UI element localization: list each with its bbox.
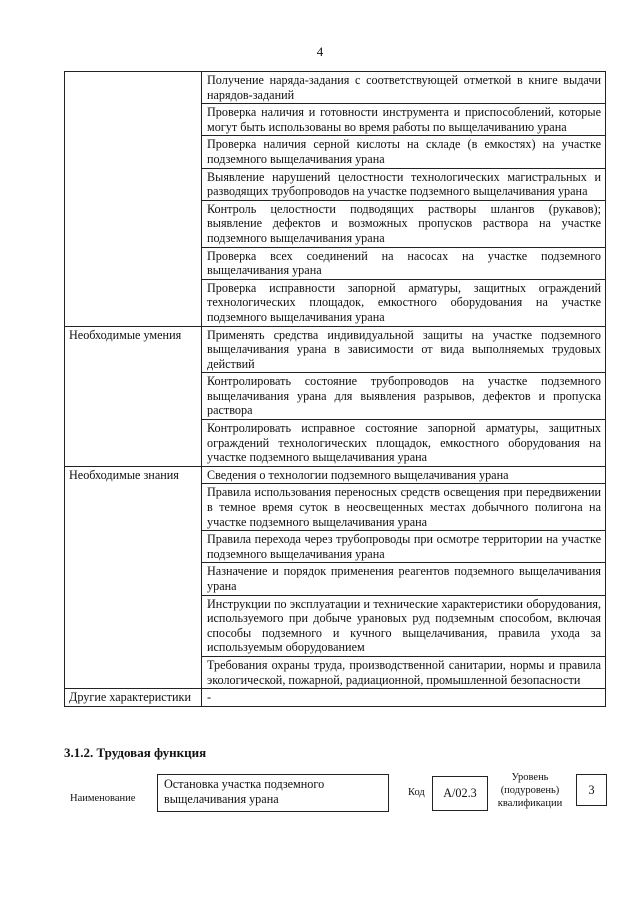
level-field: 3 <box>576 774 607 806</box>
action-item: Контроль целостности подводящих растворы шлангов (рукавов); выявление дефектов и возможных пропусков раствора на участке подземного выщелачивания урана <box>202 200 606 247</box>
action-item: Проверка всех соединений на насосах на участке подземного выщелачивания урана <box>202 247 606 279</box>
skill-item: Контролировать исправное состояние запорной арматуры, защитных ограждений технологических площадок, емкостного оборудования на участке подземного выщелачивания урана <box>202 420 606 467</box>
other-characteristics-label: Другие характеристики <box>65 689 202 707</box>
name-label: Наименование <box>70 793 136 804</box>
knowledge-item: Назначение и порядок применения реагентов подземного выщелачивания урана <box>202 563 606 595</box>
action-item: Проверка наличия и готовности инструмента и приспособлений, которые могут быть использованы во время работы по выщелачиванию урана <box>202 104 606 136</box>
action-item: Проверка исправности запорной арматуры, защитных ограждений технологических площадок, емкостного оборудования на участке подземного выщелачивания урана <box>202 279 606 326</box>
knowledge-item: Требования охраны труда, производственной санитарии, нормы и правила экологической, пожарной, радиационной, промышленной безопасности <box>202 656 606 688</box>
knowledge-item: Инструкции по эксплуатации и технические характеристики оборудования, используемого при добыче урановых руд подземным способом, включая способы подземного и кучного выщелачивания, правила ухода за используемым оборудованием <box>202 595 606 656</box>
skill-item: Применять средства индивидуальной защиты на участке подземного выщелачивания урана в зависимости от вида выполняемых трудовых действий <box>202 326 606 373</box>
level-label: Уровень (подуровень) квалификации <box>497 772 563 809</box>
section-title: 3.1.2. Трудовая функция <box>64 745 207 760</box>
function-name-field: Остановка участка подземного выщелачивания урана <box>157 774 389 812</box>
table-row <box>65 466 606 484</box>
action-item: Получение наряда-задания с соответствующей отметкой в книге выдачи нарядов-заданий <box>202 72 606 104</box>
action-item: Проверка наличия серной кислоты на складе (в емкостях) на участке подземного выщелачивания урана <box>202 136 606 168</box>
table-row <box>65 326 606 373</box>
skills-label: Необходимые умения <box>65 326 202 466</box>
knowledge-item: Сведения о технологии подземного выщелачивания урана <box>202 466 606 484</box>
knowledge-item: Правила перехода через трубопроводы при осмотре территории на участке подземного выщелачивания урана <box>202 531 606 563</box>
page-number: 4 <box>316 44 324 59</box>
knowledge-label: Необходимые знания <box>65 466 202 688</box>
skill-item: Контролировать состояние трубопроводов на участке подземного выщелачивания урана для выявления разрывов, дефектов и пропуска раствора <box>202 373 606 420</box>
action-item: Выявление нарушений целостности технологических магистральных и разводящих трубопроводов на участке подземного выщелачивания урана <box>202 168 606 200</box>
other-characteristics-value: - <box>202 689 606 707</box>
code-field: А/02.3 <box>432 776 488 811</box>
knowledge-item: Правила использования переносных средств освещения при передвижении в темное время суток в неосвещенных местах добычного полигона на участке подземного выщелачивания урана <box>202 484 606 531</box>
labor-actions-table <box>64 71 606 707</box>
code-label: Код <box>408 787 425 798</box>
table-row <box>65 689 606 707</box>
actions-label-cell <box>65 72 202 327</box>
table-row <box>65 72 606 104</box>
